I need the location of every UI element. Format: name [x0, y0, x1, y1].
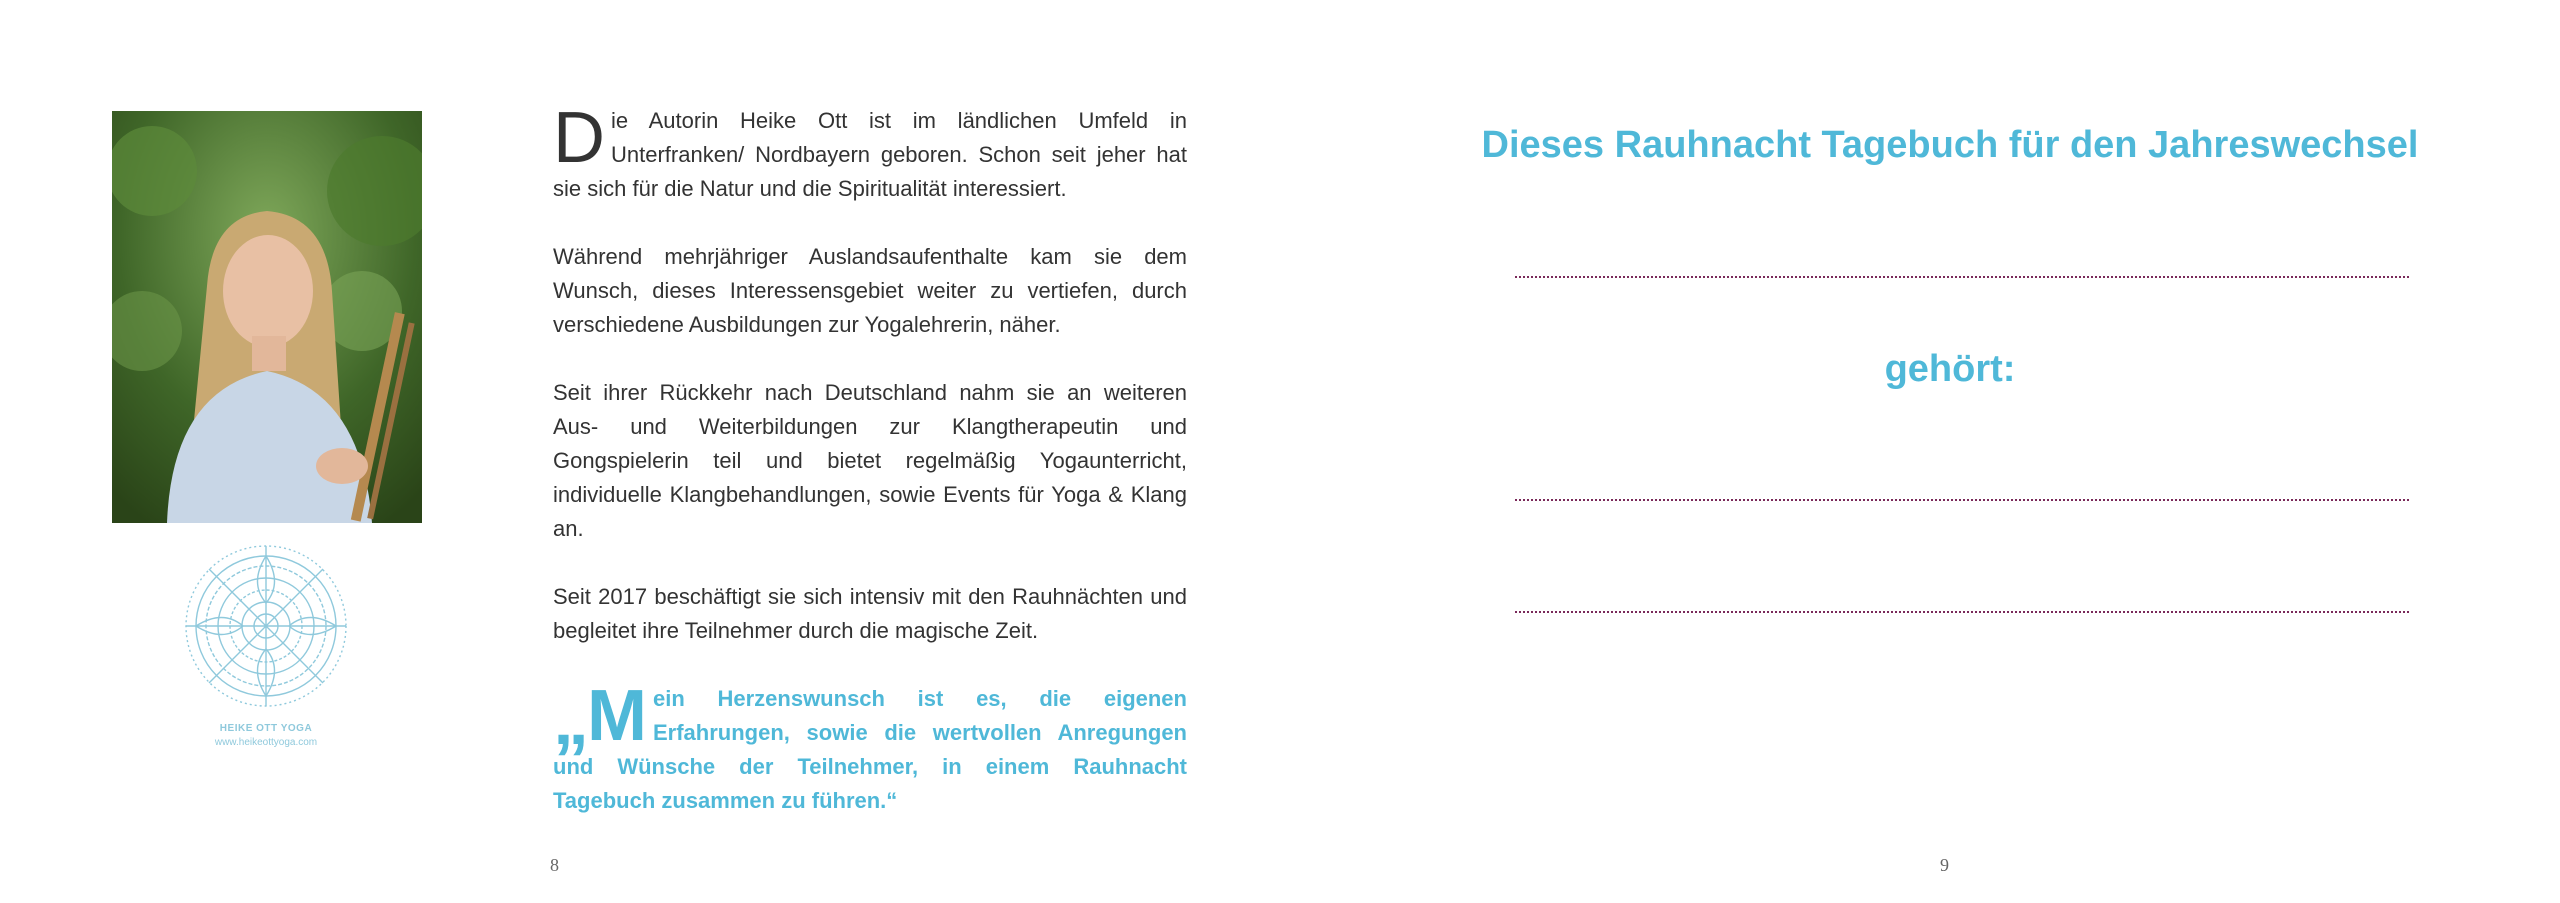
bio-paragraph-4: Seit 2017 beschäftigt sie sich intensiv mit den Rauhnächten und begleitet ihre Teilnehmer durch die magische Zeit.	[553, 584, 1187, 643]
drop-cap: D	[553, 98, 605, 178]
bio-paragraph-1-text: ie Autorin Heike Ott ist im ländlichen Umfeld in Unterfranken/ Nordbayern geboren. Schon seit jeher hat sie sich für die Natur und die Spiritualität interessiert.	[553, 108, 1187, 201]
author-photo	[112, 111, 422, 523]
author-bio	[553, 98, 1187, 852]
logo-name: HEIKE OTT YOGA	[219, 723, 313, 734]
bio-paragraph-3: Seit ihrer Rückkehr nach Deutschland nahm sie an weiteren Aus- und Weiterbildungen zur Klangtherapeutin und Gongspielerin teil und bietet regelmäßig Yogaunterricht, individuelle Klangbehandlungen, sowie Events für Yoga & Klang an.	[553, 380, 1187, 541]
quote-text: ein Herzenswunsch ist es, die eigenen Erfahrungen, sowie die wertvollen Anregungen und Wünsche der Teilnehmer, in einem Rauhnacht Tagebuch zusammen zu führen.“	[553, 686, 1187, 813]
mandala-logo-icon	[183, 543, 349, 709]
page-number-right: 9	[1940, 855, 1949, 875]
quote-mark: „	[553, 680, 589, 760]
bio-paragraph-1	[553, 98, 1187, 206]
owner-line-3	[1515, 611, 2409, 613]
owner-line-2	[1515, 499, 2409, 501]
quote-drop-cap: M	[587, 676, 647, 756]
logo-url: www.heikeottyoga.com	[214, 737, 318, 748]
journal-title: Dieses Rauhnacht Tagebuch für den Jahreswechsel	[1481, 124, 2419, 166]
bio-paragraph-2: Während mehrjähriger Auslandsaufenthalte kam sie dem Wunsch, dieses Interessensgebiet weiter zu vertiefen, durch verschiedene Ausbildungen zur Yogalehrerin, näher.	[553, 244, 1187, 337]
page-number-left: 8	[550, 855, 559, 875]
owner-line-1	[1515, 276, 2409, 278]
author-quote	[553, 676, 1187, 818]
belongs-label: gehört:	[1884, 348, 2016, 390]
